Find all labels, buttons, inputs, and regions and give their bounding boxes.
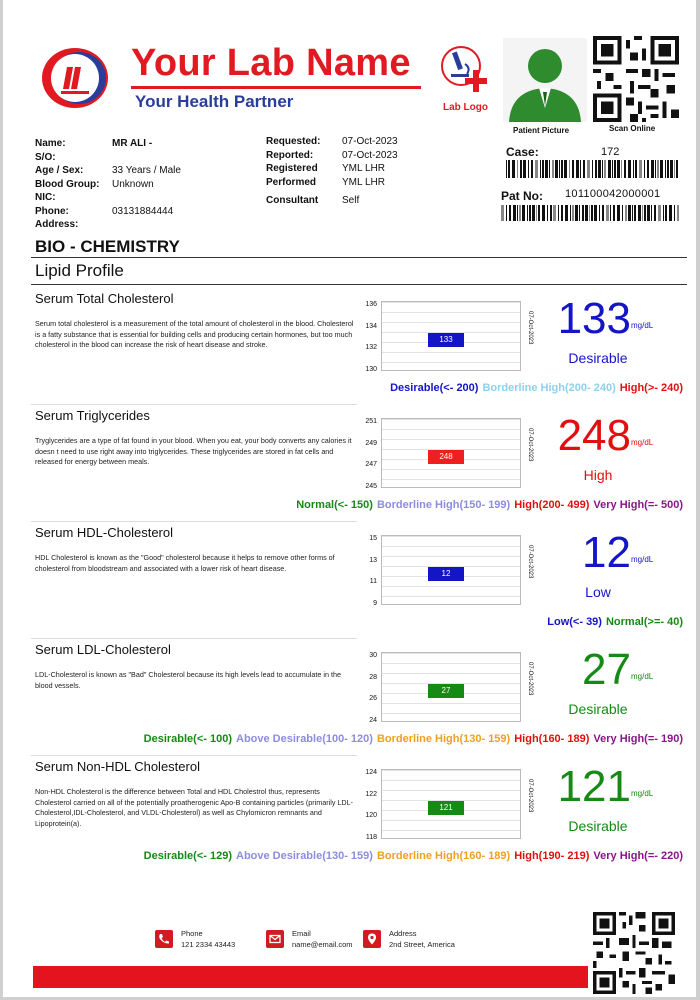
email-value: name@email.com [292,940,353,949]
patient-info-row [266,176,398,190]
patient-info-row [35,137,181,151]
test-separator [31,521,357,522]
test-result-value: 27 [582,645,631,694]
reference-range: Desirable(<- 100) [143,733,232,745]
reference-range: Very High(=- 190) [593,733,683,745]
reference-range: High(160- 189) [514,733,590,745]
chart-gridline [382,479,520,480]
info-value: 07-Oct-2023 [342,136,398,147]
reference-range: Borderline High(130- 159) [376,733,511,745]
chart-gridline [382,830,520,831]
chart-tick-label: 249 [365,439,377,447]
test-description: Tryglycerides are a type of fat found in your blood. When you eat, your body converts any calories it doesn t need to use right away into triglycerides. These triglycerides are stored in fat cells and released for energy between meals. [35,436,352,467]
phone-value: 121 2334 43443 [181,940,236,949]
test-chart [381,301,521,371]
reference-range: Normal(<- 150) [296,499,373,511]
chart-gridline [382,429,520,430]
test-separator [31,755,357,756]
reference-range: High(190- 219) [514,850,590,862]
reference-range: Low(<- 39) [547,616,602,628]
test-description: HDL Cholesterol is known as the "Good" cholesterol because it helps to remove other forms of cholesterol from bloodstream and associated with a lower risk of heart disease. [35,553,335,573]
chart-gridline [382,713,520,714]
chart-value-bar: 121 [428,801,464,815]
chart-date-label: 07-Oct-2023 [527,545,533,579]
chart-gridline [382,439,520,440]
chart-gridline [382,780,520,781]
chart-tick-label: 13 [369,556,377,564]
test-result-value: 248 [557,411,631,460]
info-key: Age / Sex: [35,165,84,176]
patient-info-row [266,194,398,208]
chart-gridline [382,352,520,353]
scan-online-label: Scan Online [609,124,656,133]
chart-tick-label: 247 [365,461,377,469]
test-description: Serum total cholesterol is a measurement of the total amount of cholesterol in the blood. Cholesterol is a fatty substance that is essential for building cells and producing certain hormones, but too much cholesterol in the blood can increase the risk of heart disease and stroke. [35,319,354,350]
test-result-unit: mg/dL [631,438,654,447]
chart-tick-label: 251 [365,418,377,426]
info-key: Reported: [266,149,314,161]
test-separator [31,638,357,639]
divider [31,284,687,285]
info-value: YML LHR [342,163,385,174]
chart-date-label: 07-Oct-2023 [527,779,533,813]
location-pin-icon [363,930,381,948]
chart-tick-label: 120 [365,812,377,820]
info-value: 33 Years / Male [112,165,181,176]
info-key: Registered [266,163,318,174]
info-value: 07-Oct-2023 [342,149,398,161]
patient-info-row [266,149,398,163]
reference-range: Borderline High(150- 199) [376,499,511,511]
test-result-status: Desirable [568,818,628,834]
reference-range: High(>- 240) [619,382,683,394]
info-value: MR ALI - [112,138,153,149]
reference-range: Desirable(<- 129) [143,850,232,862]
patient-barcode-icon [501,205,681,221]
info-key: Requested: [266,136,321,147]
phone-label: Phone [181,929,203,938]
chart-date-label: 07-Oct-2023 [527,662,533,696]
test-result-value: 121 [557,762,631,811]
footer-red-band [33,966,588,988]
test-description: LDL-Cholesterol is known as "Bad" Cholesterol because its high levels lead to accumulate in the blood vessels. [35,670,341,690]
chart-value-bar: 27 [428,684,464,698]
info-value: Self [342,195,360,206]
chart-gridline [382,653,520,654]
chart-gridline [382,322,520,323]
info-key: Phone: [35,205,69,217]
patient-number-value: 101100042000001 [565,188,661,200]
info-key: Consultant [266,195,319,206]
patient-info-row [35,191,181,205]
chart-value-bar: 248 [428,450,464,464]
info-value: Unknown [112,178,154,190]
reference-range: Borderline High(160- 189) [376,850,511,862]
patient-info-row [35,218,181,232]
test-result-status: Low [585,584,611,600]
test-separator [31,404,357,405]
chart-tick-label: 15 [369,535,377,543]
address-value: 2nd Street, America [389,940,455,949]
chart-tick-label: 136 [365,301,377,309]
patient-info-row [35,178,181,192]
patient-info-row [266,162,398,176]
chart-tick-label: 122 [365,790,377,798]
test-result-status: High [583,467,613,483]
microscope-cross-icon [439,42,489,96]
test-description: Non-HDL Cholesterol is the difference between Total and HDL Cholestrol thus, represents Cholesterol carried on all of the potentially proatherogenic Apo-B containing particles (primarily LDL- Cholesterol,IDL-Cholesterol, and VLDL-Cholesterol) as well as Chylomicron remnants and Lipoprotein(a). [35,787,354,828]
footer-phone [181,928,235,950]
lab-tagline: Your Health Partner [135,92,294,111]
test-title: Serum HDL-Cholesterol [35,525,173,540]
chart-tick-label: 11 [369,578,377,586]
footer-address [389,928,455,950]
chart-gridline [382,790,520,791]
chart-tick-label: 28 [369,673,377,681]
reference-ranges [83,733,683,745]
test-result-unit: mg/dL [631,789,654,798]
test-title: Serum Triglycerides [35,408,150,423]
chart-tick-label: 245 [365,483,377,490]
test-title: Serum Non-HDL Cholesterol [35,759,200,774]
chart-gridline [382,362,520,363]
test-title: Serum Total Cholesterol [35,291,174,306]
chart-gridline [382,546,520,547]
patient-info-row [35,205,181,219]
test-chart [381,418,521,488]
chart-value-bar: 133 [428,333,464,347]
chart-gridline [382,302,520,303]
info-value: 03131884444 [112,205,174,217]
qr-code-top-icon [593,36,679,122]
chart-gridline [382,673,520,674]
info-key: Name: [35,138,66,149]
chart-gridline [382,469,520,470]
case-barcode-icon [506,160,678,178]
case-value: 172 [601,146,620,158]
test-result-unit: mg/dL [631,672,654,681]
profile-title: Lipid Profile [35,261,124,280]
test-result-status: Desirable [568,701,628,717]
test-chart [381,652,521,722]
patient-info-middle [266,135,398,208]
test-result-value: 133 [557,294,631,343]
patient-number-label: Pat No: [501,189,543,203]
chart-tick-label: 132 [365,344,377,352]
chart-tick-label: 134 [365,322,377,330]
footer-email [292,928,353,950]
test-result-unit: mg/dL [631,321,654,330]
info-value: YML LHR [342,176,385,188]
reference-range: High(200- 499) [514,499,590,511]
chart-value-bar: 12 [428,567,464,581]
case-label: Case: [506,145,539,159]
chart-tick-label: 118 [365,834,377,841]
lab-logo-label: Lab Logo [443,102,488,113]
patient-avatar-icon [503,38,587,122]
reference-range: Very High(=- 500) [593,499,683,511]
phone-icon [155,930,173,948]
chart-tick-label: 130 [365,366,377,373]
reference-range: Above Desirable(100- 120) [236,733,373,745]
reference-range: Very High(=- 220) [593,850,683,862]
chart-gridline [382,556,520,557]
patient-info-row [266,135,398,149]
patient-info-left [35,137,181,232]
chart-tick-label: 30 [369,652,377,660]
lab-name: Your Lab Name [131,42,411,84]
divider [31,257,687,258]
chart-date-label: 07-Oct-2023 [527,428,533,462]
reference-ranges [83,499,683,511]
address-label: Address [389,929,417,938]
lab-name-underline [131,86,421,89]
email-icon [266,930,284,948]
chart-tick-label: 26 [369,695,377,703]
qr-code-bottom-icon [593,912,675,994]
info-key: Performed [266,176,317,188]
lab-logo-ring-icon [39,45,111,111]
info-key: S/O: [35,151,56,163]
patient-picture-label: Patient Picture [513,126,570,135]
chart-gridline [382,536,520,537]
patient-info-row [35,164,181,178]
test-title: Serum LDL-Cholesterol [35,642,171,657]
chart-tick-label: 124 [365,769,377,777]
email-label: Email [292,929,311,938]
chart-gridline [382,820,520,821]
chart-date-label: 07-Oct-2023 [527,311,533,345]
chart-gridline [382,770,520,771]
test-result-value: 12 [582,528,631,577]
chart-gridline [382,312,520,313]
reference-ranges [83,382,683,394]
info-key: Blood Group: [35,178,100,190]
test-result-unit: mg/dL [631,555,654,564]
info-key: NIC: [35,192,56,203]
reference-range: Borderline High(200- 240) [482,382,616,394]
reference-ranges [83,616,683,628]
reference-range: Desirable(<- 200) [390,382,479,394]
test-chart [381,535,521,605]
chart-tick-label: 24 [369,717,377,724]
reference-ranges [83,850,683,862]
chart-gridline [382,586,520,587]
chart-tick-label: 9 [373,600,377,607]
test-chart [381,769,521,839]
patient-info-row [35,151,181,165]
chart-gridline [382,703,520,704]
info-key: Address: [35,219,79,230]
reference-range: Normal(>=- 40) [605,616,683,628]
test-result-status: Desirable [568,350,628,366]
chart-gridline [382,596,520,597]
chart-gridline [382,663,520,664]
chart-gridline [382,419,520,420]
reference-range: Above Desirable(130- 159) [236,850,373,862]
department-title: BIO - CHEMISTRY [35,237,180,256]
